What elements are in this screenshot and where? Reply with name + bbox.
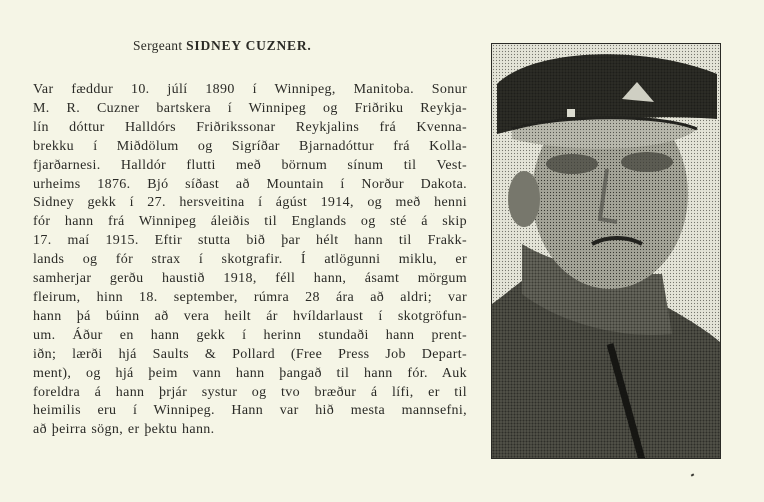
text-line: að þeirra sögn, er þektu hann. [33, 422, 215, 438]
text-line: Var fæddur 10. júlí 1890 í Winnipeg, Manitoba. Sonur [33, 82, 467, 97]
text-line: urheims 1876. Bjó síðast að Mountain í Norður Dakota. [33, 176, 467, 192]
page-title [133, 38, 312, 54]
print-speck [691, 473, 695, 476]
text-line: lín dóttur Halldórs Friðrikssonar Reykjalins frá Kvenna- [33, 119, 467, 135]
title-rank: Sergeant [133, 38, 183, 53]
title-name: SIDNEY CUZNER. [186, 38, 312, 53]
text-line: Sidney gekk í 27. hersveitina í ágúst 1914, og með henni [33, 195, 467, 211]
text-line: fjarðarnesi. Halldór flutti með börnum sínum til Vest- [33, 157, 467, 173]
biography-paragraph [33, 81, 467, 440]
text-line: hann þá búinn að vera heilt ár hvíldarlaust í skotgröfun- [33, 308, 467, 324]
text-line: um. Áður en hann gekk í herinn stundaði hann prent- [33, 327, 467, 343]
text-line: iðn; lærði hjá Saults & Pollard (Free Press Job Depart- [33, 346, 467, 362]
text-line: foreldra á hann þrjár systur og tvo bræður á lífi, er til [33, 384, 467, 400]
portrait-photo [491, 43, 721, 459]
text-line: brekku í Miðdölum og Sigríðar Bjarnadóttur frá Kolla- [33, 138, 467, 154]
text-line: 17. maí 1915. Eftir stutta bið þar hélt hann til Frakk- [33, 233, 467, 249]
text-line: fór hann frá Winnipeg áleiðis til Englands og sté á skip [33, 214, 467, 230]
text-line: fleirum, hinn 18. september, rúmra 28 ára að aldri; var [33, 289, 467, 305]
text-line: lands og fór strax í skotgrafir. Í atlögunni miklu, er [33, 252, 467, 268]
text-line: samherjar gerðu haustið 1918, féll hann, ásamt mörgum [33, 271, 467, 287]
soldier-portrait-image [492, 44, 721, 459]
text-line: ment), og hjá þeim vann hann þangað til hann fór. Auk [33, 365, 467, 381]
text-line: heimilis eru í Winnipeg. Hann var hið mesta mannsefni, [33, 403, 467, 419]
text-line: M. R. Cuzner bartskera í Winnipeg og Friðriku Reykja- [33, 100, 467, 116]
